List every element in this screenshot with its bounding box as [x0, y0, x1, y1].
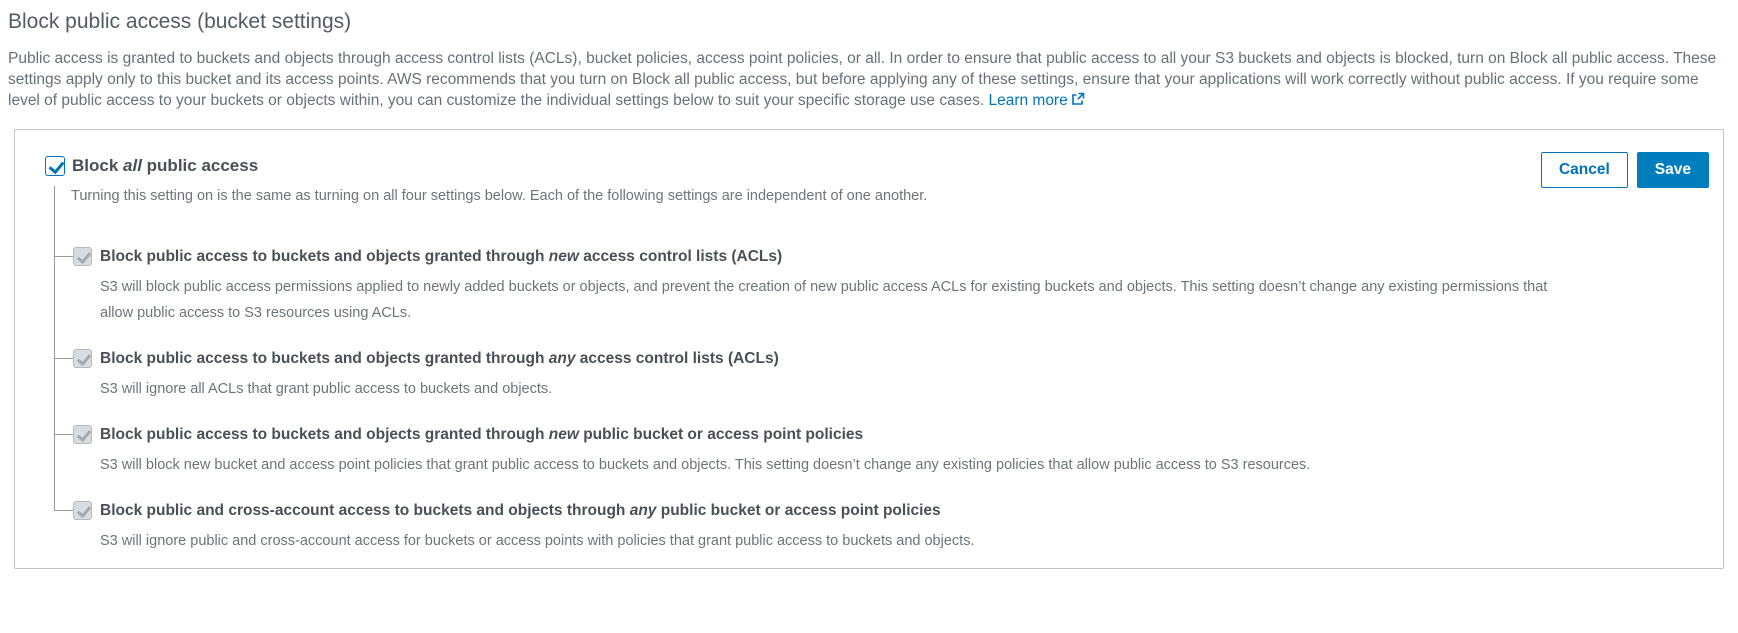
label-text: access control lists (ACLs): [578, 248, 783, 265]
label-italic-text: any: [548, 350, 576, 367]
block-any-acls-checkbox[interactable]: [73, 349, 92, 368]
block-all-public-access-checkbox[interactable]: [45, 156, 65, 176]
settings-tree: [45, 186, 1709, 554]
label-text: public bucket or access point policies: [578, 426, 864, 443]
setting-label: [100, 348, 1709, 370]
block-all-public-access-row: [45, 156, 1709, 176]
label-italic-text: new: [548, 426, 579, 443]
learn-more-link[interactable]: [988, 92, 1084, 109]
intro-text: Public access is granted to buckets and objects through access control lists (ACLs), bucket policies, access point policies, or all. In order to ensure that public access to all your S3 buckets and objects is blocked, turn on Block all public access. These settings apply only to this bucket and its access points. AWS recommends that you turn on Block all public access, but before applying any of these settings, ensure that your applications will work correctly without public access. If you require some level of public access to your buckets or objects within, you can customize the individual settings below to suit your specific storage use cases.: [8, 50, 1717, 109]
label-text: access control lists (ACLs): [575, 350, 779, 367]
setting-label: [100, 424, 1709, 446]
block-cross-account-checkbox[interactable]: [73, 501, 92, 520]
setting-label: [100, 246, 1709, 268]
block-new-policies-checkbox[interactable]: [73, 425, 92, 444]
setting-description: S3 will ignore all ACLs that grant public access to buckets and objects.: [100, 381, 553, 397]
panel-actions: [1541, 152, 1709, 188]
label-text: Block public access to buckets and objects granted through: [100, 350, 549, 367]
page-title: Block public access (bucket settings): [8, 10, 352, 33]
label-text: Block public and cross-account access to buckets and objects through: [100, 502, 630, 519]
label-text: public bucket or access point policies: [656, 502, 941, 519]
label-text: Block public access to buckets and objects granted through: [100, 248, 549, 265]
setting-row-block-new-policies: [45, 424, 1709, 478]
label-text: Block: [72, 156, 124, 175]
block-new-acls-checkbox[interactable]: [73, 247, 92, 266]
setting-row-block-cross-account: [45, 500, 1709, 554]
external-link-icon: [1071, 92, 1085, 106]
save-button[interactable]: Save: [1637, 152, 1709, 188]
setting-row-block-any-acls: [45, 348, 1709, 402]
label-text: public access: [141, 156, 259, 175]
block-public-access-panel: [14, 129, 1724, 569]
setting-description: S3 will ignore public and cross-account access for buckets or access points with policies that grant public access to buckets and objects.: [100, 533, 975, 549]
block-all-public-access-label: [72, 156, 258, 176]
learn-more-label: Learn more: [988, 92, 1068, 109]
block-all-description: Turning this setting on is the same as turning on all four settings below. Each of the following settings are independent of one another.: [71, 188, 928, 204]
label-text: Block public access to buckets and objects granted through: [100, 426, 549, 443]
sub-settings-list: [45, 246, 1709, 554]
label-italic-text: all: [123, 156, 142, 175]
cancel-button[interactable]: Cancel: [1541, 152, 1628, 188]
setting-row-block-new-acls: [45, 246, 1709, 326]
intro-paragraph: [8, 48, 1730, 111]
setting-description: S3 will block new bucket and access point policies that grant public access to buckets and objects. This setting doesn’t change any existing policies that allow public access to S3 resources.: [100, 457, 1311, 473]
label-italic-text: any: [629, 502, 657, 519]
label-italic-text: new: [548, 248, 579, 265]
setting-label: [100, 500, 1709, 522]
setting-description: S3 will block public access permissions applied to newly added buckets or objects, and prevent the creation of new public access ACLs for existing buckets and objects. This setting doesn’t change any existing permissions that allow public access to S3 resources using ACLs.: [100, 279, 1548, 321]
